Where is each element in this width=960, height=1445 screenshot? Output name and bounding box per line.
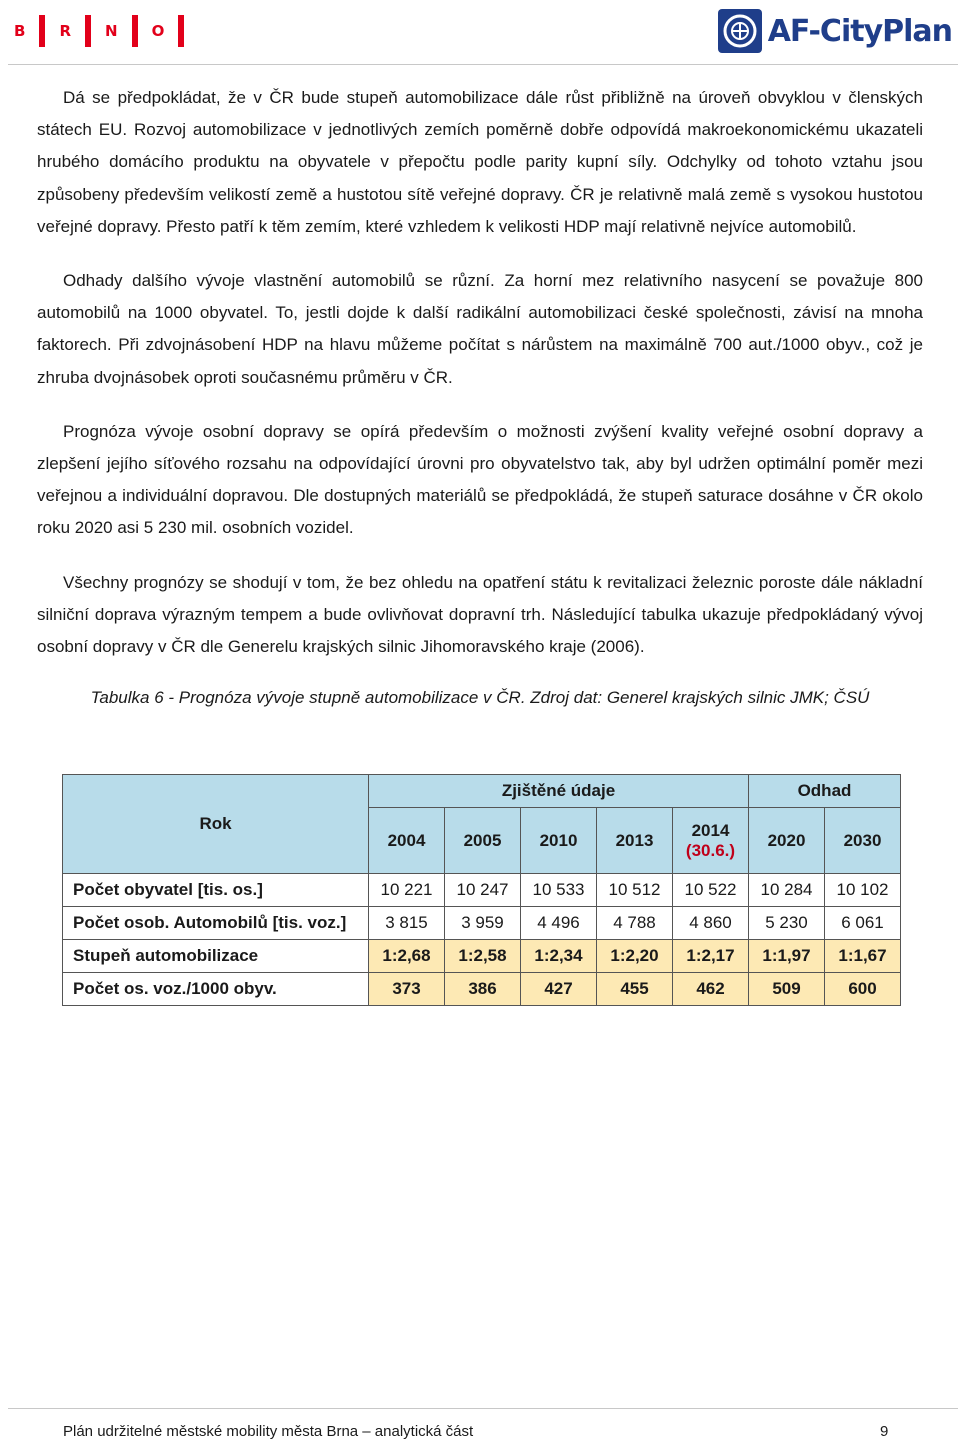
table-year-header: 2005 <box>445 808 521 874</box>
table-cell: 373 <box>369 973 445 1006</box>
table-cell: 462 <box>673 973 749 1006</box>
page-header <box>0 0 960 64</box>
table-cell: 1:2,20 <box>597 940 673 973</box>
brno-letter-b: B <box>14 22 26 40</box>
table-year-header: 2004 <box>369 808 445 874</box>
row-label: Počet os. voz./1000 obyv. <box>63 973 369 1006</box>
table-year-header: 2010 <box>521 808 597 874</box>
automobilization-forecast-table <box>62 774 901 1006</box>
table-cell: 10 102 <box>825 874 901 907</box>
paragraph-1: Dá se předpokládat, že v ČR bude stupeň automobilizace dále růst přibližně na úroveň obvyklou v členských státech EU. Rozvoj automobilizace v jednotlivých zemích poměrně dobře odpovídá makroekonomickému ukazateli hrubého domácího produktu na obyvatele v přepočtu podle parity kupní síly. Odchylky od tohoto vztahu jsou způsobeny především velikostí země a hustotou sítě veřejné dopravy. ČR je relativně malá země s vysokou hustotou veřejné dopravy. Přesto patří k těm zemím, které vzhledem k velikosti HDP mají relativně nejvíce automobilů. <box>37 88 923 236</box>
paragraph-4: Všechny prognózy se shodují v tom, že bez ohledu na opatření státu k revitalizaci železnic poroste dále nákladní silniční doprava výrazným tempem a bude ovlivňovat dopravní trh. Následující tabulka ukazuje předpokládaný vývoj osobní dopravy v ČR dle Generelu krajských silnic Jihomoravského kraje (2006). <box>37 572 923 657</box>
table-cell: 10 284 <box>749 874 825 907</box>
table-year-header: 2013 <box>597 808 673 874</box>
table-year-header-2014 <box>673 808 749 874</box>
row-label: Stupeň automobilizace <box>63 940 369 973</box>
table-cell: 10 512 <box>597 874 673 907</box>
table-caption: Tabulka 6 - Prognóza vývoje stupně automobilizace v ČR. Zdroj dat: Generel krajských silnic JMK; ČSÚ <box>90 688 870 708</box>
af-logo-text: AF-CityPlan <box>767 13 952 49</box>
header-divider <box>8 64 958 65</box>
table-cell: 3 815 <box>369 907 445 940</box>
table-cell: 10 247 <box>445 874 521 907</box>
table-cell: 10 522 <box>673 874 749 907</box>
table-row <box>63 874 901 907</box>
brno-letter-o: O <box>151 22 165 40</box>
table-cell: 1:1,67 <box>825 940 901 973</box>
page-number: 9 <box>880 1423 889 1440</box>
table-year-header: 2020 <box>749 808 825 874</box>
document-body <box>37 82 923 711</box>
table-cell: 427 <box>521 973 597 1006</box>
paragraph-3: Prognóza vývoje osobní dopravy se opírá především o možnosti zvýšení kvality veřejné osobní dopravy a zlepšení jejího síťového rozsahu na odpovídající úrovni pro obyvatelstvo tak, aby byl udržen optimální poměr mezi veřejnou a individuální dopravou. Dle dostupných materiálů se předpokládá, že stupeň saturace dosáhne v ČR okolo roku 2020 asi 5 230 mil. osobních vozidel. <box>37 421 923 538</box>
paragraph-2: Odhady dalšího vývoje vlastnění automobilů se různí. Za horní mez relativního nasycení se považuje 800 automobilů na 1000 obyvatel. To, jestli dojde k další radikální automobilizaci české společnosti, závisí na mnoha faktorech. Při zdvojnásobení HDP na hlavu můžeme počítat s nárůstem na maximálně 700 aut./1000 obyv., což je zhruba dvojnásobek oproti současnému průměru v ČR. <box>37 271 923 387</box>
table-cell: 509 <box>749 973 825 1006</box>
table-cell: 10 221 <box>369 874 445 907</box>
table-cell: 386 <box>445 973 521 1006</box>
table-year-2014: 2014 <box>691 820 730 840</box>
table-cell: 10 533 <box>521 874 597 907</box>
footer-title: Plán udržitelné městské mobility města Brna – analytická část <box>63 1423 474 1440</box>
table-row <box>63 907 901 940</box>
brno-letter-r: R <box>59 22 71 40</box>
brno-logo <box>14 14 198 48</box>
table-cell: 6 061 <box>825 907 901 940</box>
table-cell: 3 959 <box>445 907 521 940</box>
brno-logo-bar <box>85 15 91 47</box>
table-year-header: 2030 <box>825 808 901 874</box>
table-cell: 5 230 <box>749 907 825 940</box>
table-cell: 4 860 <box>673 907 749 940</box>
table-cell: 1:2,68 <box>369 940 445 973</box>
table-group-measured: Zjištěné údaje <box>369 775 749 808</box>
table-cell: 1:1,97 <box>749 940 825 973</box>
table-cell: 1:2,34 <box>521 940 597 973</box>
brno-logo-bar <box>39 15 45 47</box>
table-year-note: (30.6.) <box>685 840 736 860</box>
table-cell: 4 496 <box>521 907 597 940</box>
af-emblem-icon <box>718 9 762 53</box>
table-header-year: Rok <box>63 775 369 874</box>
row-label: Počet osob. Automobilů [tis. voz.] <box>63 907 369 940</box>
footer-divider <box>8 1408 958 1409</box>
table-cell: 600 <box>825 973 901 1006</box>
table-row <box>63 940 901 973</box>
table-cell: 1:2,17 <box>673 940 749 973</box>
table-cell: 455 <box>597 973 673 1006</box>
brno-logo-bar <box>132 15 138 47</box>
table-group-estimate: Odhad <box>749 775 901 808</box>
row-label: Počet obyvatel [tis. os.] <box>63 874 369 907</box>
af-cityplan-logo <box>718 6 952 56</box>
brno-logo-bar <box>178 15 184 47</box>
table-cell: 1:2,58 <box>445 940 521 973</box>
table-cell: 4 788 <box>597 907 673 940</box>
brno-letter-n: N <box>105 22 118 40</box>
table-row <box>63 973 901 1006</box>
